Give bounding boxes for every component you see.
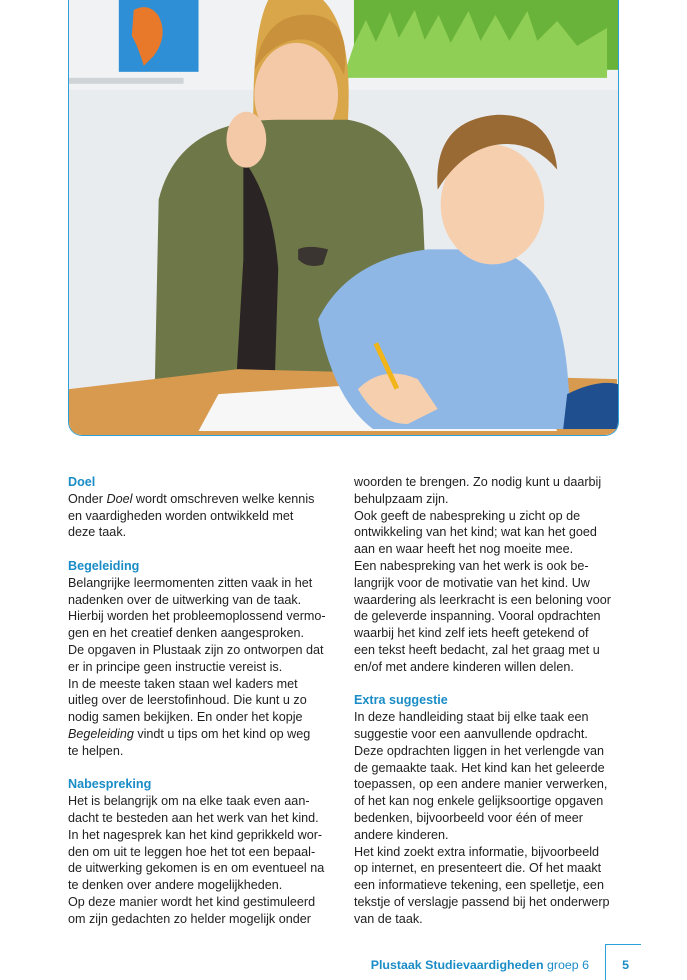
paragraph-line: een informatieve tekening, een spelletje, een <box>354 878 604 893</box>
paragraph-line: De opgaven in Plustaak zijn zo ontworpen dat <box>68 642 324 657</box>
paragraph-line: toepassen, op een andere manier verwerken, <box>354 777 608 792</box>
paragraph-line: Belangrijke leermomenten zitten vaak in het <box>68 575 313 590</box>
paragraph-line: en vaardigheden worden ontwikkeld met <box>68 508 294 523</box>
paragraph-line: te helpen. <box>68 743 124 758</box>
left-column <box>68 474 338 928</box>
paragraph-line: Begeleiding vindt u tips om het kind op weg <box>68 726 311 741</box>
paragraph-line: een tekst heeft bedacht, zal het graag met u <box>354 642 600 657</box>
paragraph-line: suggestie voor een aanvullende opdracht. <box>354 726 588 741</box>
paragraph-line: te denken over andere mogelijkheden. <box>68 878 283 893</box>
paragraph-line: op internet, en presenteert die. Of het maakt <box>354 861 602 876</box>
paragraph-line: den om uit te leggen hoe het tot een bepaal- <box>68 844 316 859</box>
teacher-child-photo <box>69 0 618 435</box>
paragraph-line: van de taak. <box>354 911 423 926</box>
paragraph-line: gen en het creatief denken aangesproken. <box>68 626 304 641</box>
paragraph-line: waarbij het kind zelf iets heeft getekend of <box>354 626 589 641</box>
paragraph-line: de geleverde inspanning. Vooral opdrachten <box>354 609 601 624</box>
paragraph-line: tekstje of verslagje passend bij het onderwerp <box>354 894 610 909</box>
page-number: 5 <box>622 958 629 972</box>
paragraph-line: Het kind zoekt extra informatie, bijvoorbeeld <box>354 844 600 859</box>
paragraph-line: de uitwerking gekomen is en om eventueel na <box>68 861 325 876</box>
paragraph-line: er in principe geen instructie vereist is. <box>68 659 283 674</box>
paragraph-line: Op deze manier wordt het kind gestimuleerd <box>68 894 316 909</box>
paragraph-line: om zijn gedachten zo helder mogelijk onder <box>68 911 311 926</box>
paragraph-line: Onder Doel wordt omschreven welke kennis <box>68 491 315 506</box>
paragraph-line: bedenken, bijvoorbeeld voor één of meer <box>354 810 583 825</box>
paragraph-line: behulpzaam zijn. <box>354 491 449 506</box>
nabespreking-heading: Nabespreking <box>68 777 152 792</box>
photo-frame <box>68 0 619 436</box>
extra-suggestie-heading: Extra suggestie <box>354 693 448 708</box>
paragraph-line: woorden te brengen. Zo nodig kunt u daarbij <box>354 475 602 489</box>
paragraph-line: langrijk voor de motivatie van het kind. Uw <box>354 575 590 590</box>
paragraph-line: Ook geeft de nabespreking u zicht op de <box>354 508 581 523</box>
paragraph-line: In deze handleiding staat bij elke taak een <box>354 710 589 725</box>
paragraph-line: In het nagesprek kan het kind geprikkeld wor- <box>68 827 323 842</box>
paragraph-line: andere kinderen. <box>354 827 449 842</box>
paragraph-line: ontwikkeling van het kind; wat kan het goed <box>354 525 597 540</box>
footer-title: Plustaak Studievaardigheden groep 6 <box>370 958 589 972</box>
paragraph-line: waardering als leerkracht is een beloning voor <box>354 592 611 607</box>
doel-heading: Doel <box>68 475 96 489</box>
begeleiding-heading: Begeleiding <box>68 558 140 573</box>
paragraph-line: en/of met andere kinderen willen delen. <box>354 659 574 674</box>
page-footer <box>341 944 641 980</box>
paragraph-line: In de meeste taken staan wel kaders met <box>68 676 298 691</box>
paragraph-line: nadenken over de uitwerking van de taak. <box>68 592 302 607</box>
paragraph-line: Het is belangrijk om na elke taak even aan- <box>68 794 310 809</box>
paragraph-line: Een nabespreking van het werk is ook be- <box>354 558 589 573</box>
paragraph-line: of het kan nog enkele gelijksoortige opgaven <box>354 794 604 809</box>
paragraph-line: nodig samen bekijken. En onder het kopje <box>68 710 303 725</box>
paragraph-line: deze taak. <box>68 525 127 540</box>
paragraph-line: uitleg over de leerstofinhoud. Die kunt u zo <box>68 693 307 708</box>
paragraph-line: Deze opdrachten liggen in het verlengde van <box>354 743 604 758</box>
paragraph-line: de gemaakte taak. Het kind kan het geleerde <box>354 760 605 775</box>
paragraph-line: Hierbij worden het probleemoplossend vermo- <box>68 609 326 624</box>
paragraph-line: dacht te besteden aan het werk van het kind. <box>68 810 319 825</box>
paragraph-line: aan en waar heeft het nog moeite mee. <box>354 542 574 557</box>
right-column <box>354 474 629 928</box>
